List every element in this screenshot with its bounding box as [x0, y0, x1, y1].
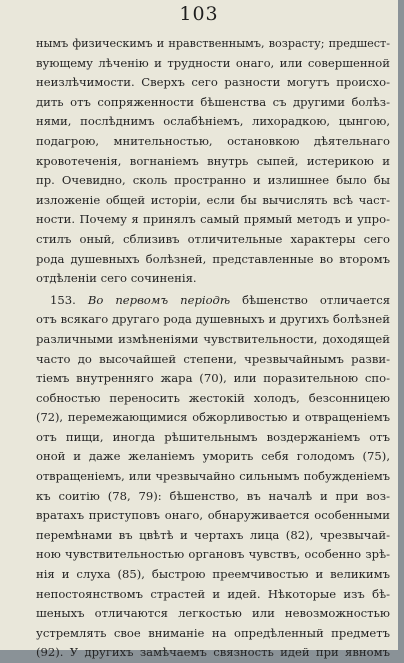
- text-line: изложеніе общей исторіи, если бы вычислять всѣ част-: [36, 192, 390, 207]
- text-line: нымъ физическимъ и нравственнымъ, возрасту; предшест-: [36, 37, 390, 50]
- text-line: отъ пищи, иногда рѣшительнымъ воздержаніемъ отъ: [36, 429, 390, 444]
- text-line: кровотеченія, вогнаніемъ внутрь сыпей, истерикою и: [36, 153, 390, 168]
- paragraph-first-line: [36, 291, 390, 311]
- text-line: перемѣнами въ цвѣтѣ и чертахъ лица (82), чрезвычай-: [36, 527, 390, 542]
- text-line: различными измѣненіями чувствительности, доходящей: [36, 331, 390, 346]
- text-line: отъ всякаго другаго рода душевныхъ и другихъ болѣзней: [36, 312, 390, 327]
- text-line: часто до высочайшей степени, чрезвычайнымъ разви-: [36, 351, 390, 366]
- first-line-rest: бѣшенство отличается: [242, 292, 390, 307]
- text-line: вующему лѣченію и трудности онаго, или совершенной: [36, 55, 390, 70]
- text-line: (72), перемежающимися обжорливостью и отвращеніемъ: [36, 410, 390, 425]
- text-line: оной и даже желаніемъ уморить себя голодомъ (75),: [36, 449, 390, 464]
- text-line: отдѣленіи сего сочиненія.: [36, 271, 197, 286]
- text-line: нями, послѣднимъ ослабѣніемъ, лихорадкою, цынгою,: [36, 114, 390, 129]
- text-line: тіемъ внутренняго жара (70), или поразительною спо-: [36, 371, 390, 386]
- text-line: нія и слуха (85), быстрою преемчивостью и великимъ: [36, 567, 390, 582]
- paragraph-153: [36, 291, 390, 663]
- paragraph-1: [36, 34, 390, 289]
- text-line: отвращеніемъ, или чрезвычайно сильнымъ побужденіемъ: [36, 469, 390, 484]
- text-line: дить отъ сопряженности бѣшенства съ другими болѣз-: [36, 94, 390, 109]
- text-line: ною чувствительностью органовъ чувствъ, особенно зрѣ-: [36, 547, 390, 562]
- text-line: собностью переносить жестокій холодъ, безсонницею: [36, 390, 390, 405]
- page-edge-shadow: [398, 0, 404, 650]
- text-line: къ соитію (78, 79): бѣшенство, въ началѣ и при воз-: [36, 488, 390, 503]
- text-line: шеныхъ отличаются легкостью или невозможностью: [36, 606, 390, 621]
- text-line: рода душевныхъ болѣзней, представленные во второмъ: [36, 251, 390, 266]
- text-line: подагрою, мнительностью, остановкою дѣятельнаго: [36, 133, 390, 148]
- text-line: ности. Почему я принялъ самый прямый методъ и упро-: [36, 212, 390, 227]
- body-text: [36, 34, 390, 663]
- text-line: пр. Очевидно, сколь пространно и излишнее было бы: [36, 173, 390, 188]
- section-number: 153.: [50, 292, 76, 307]
- text-line: неизлѣчимости. Сверхъ сего разности могутъ происхо-: [36, 75, 390, 90]
- text-line: непостоянствомъ страстей и идей. Нѣкоторые изъ бѣ-: [36, 586, 390, 601]
- italic-lead: Во первомъ періодѣ: [87, 292, 231, 307]
- text-line: стилъ оный, сблизивъ отличительные характеры сего: [36, 231, 390, 246]
- text-line: устремлять свое вниманіе на опредѣленный предметъ: [36, 625, 390, 640]
- text-line: вратахъ приступовъ онаго, обнаруживается особенными: [36, 508, 390, 523]
- page-number: 103: [179, 3, 219, 25]
- text-line: (92). У другихъ замѣчаемъ связность идей при явномъ: [36, 645, 390, 660]
